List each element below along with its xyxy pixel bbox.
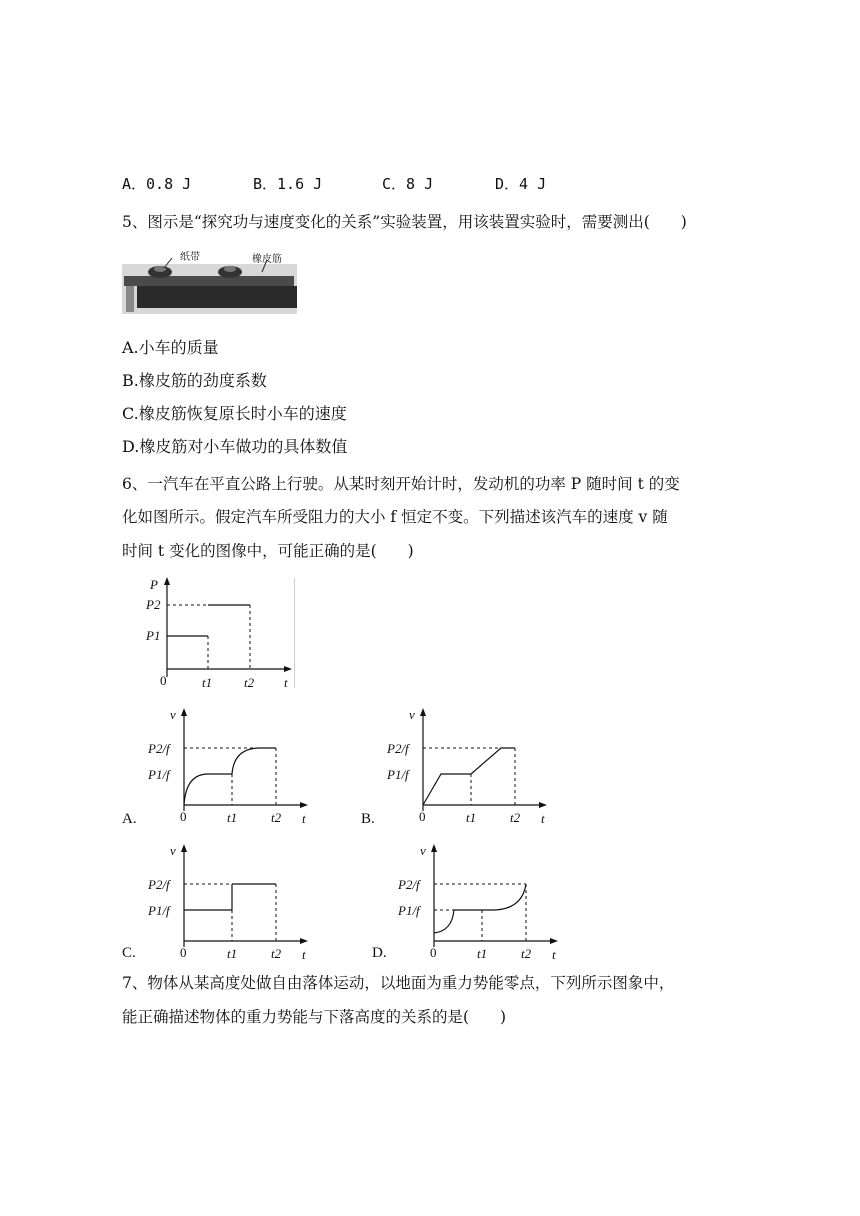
q7-stem-line-2: 能正确描述物体的重力势能与下落高度的关系的是( ) xyxy=(122,1008,507,1026)
q5-option-d: D.橡皮筋对小车做功的具体数值 xyxy=(122,437,348,456)
q5-option-a: A.小车的质量 xyxy=(122,338,219,357)
tick-p1f: P1/f xyxy=(387,767,409,782)
q4-option-d: D．4 J xyxy=(495,175,547,193)
power-x-label: t xyxy=(284,675,288,690)
q4-option-b: B．1.6 J xyxy=(253,175,323,193)
q5-stem: 5、图示是“探究功与速度变化的关系”实验装置，用该装置实验时，需要测出( ) xyxy=(122,213,687,231)
q7-stem-line-1: 7、物体从某高度处做自由落体运动，以地面为重力势能零点，下列所示图象中， xyxy=(122,974,675,992)
v-curve xyxy=(434,884,526,933)
tick-p1f: P1/f xyxy=(398,903,420,918)
t-axis-arrow xyxy=(550,938,558,944)
t-axis-arrow xyxy=(539,802,547,808)
t-axis-label: t xyxy=(302,811,306,826)
tick-t2: t2 xyxy=(521,946,532,961)
t-axis-label: t xyxy=(302,947,306,962)
option-d-graph xyxy=(396,841,576,961)
photo-label-rubber-band: 橡皮筋 xyxy=(252,254,282,265)
power-x-arrow xyxy=(284,666,292,672)
origin-label: 0 xyxy=(180,809,187,824)
power-origin: 0 xyxy=(160,673,167,688)
tick-p2f: P2/f xyxy=(148,741,170,756)
tick-t1: t1 xyxy=(477,946,488,961)
t-axis-arrow xyxy=(300,802,308,808)
q6-stem-line-3: 时间 t 变化的图像中，可能正确的是( ) xyxy=(122,542,414,560)
option-c-graph xyxy=(146,841,326,961)
q5-option-c: C.橡皮筋恢复原长时小车的速度 xyxy=(122,404,347,423)
v-axis-label: v xyxy=(170,843,176,858)
origin-label: 0 xyxy=(180,945,187,960)
tick-t1: t1 xyxy=(227,946,238,961)
q4-option-c: C．8 J xyxy=(382,175,434,193)
v-axis-arrow xyxy=(181,844,187,852)
photo-label-paper-tape: 纸带 xyxy=(180,252,200,263)
power-y-arrow xyxy=(164,577,170,585)
power-tick-p2: P2 xyxy=(146,597,161,612)
q4-option-a: A．0.8 J xyxy=(122,175,192,193)
origin-label: 0 xyxy=(430,945,437,960)
option-a-graph xyxy=(146,705,326,825)
power-tick-t2: t2 xyxy=(244,675,255,690)
q6-stem-line-1: 6、一汽车在平直公路上行驶。从某时刻开始计时，发动机的功率 P 随时间 t 的变 xyxy=(122,475,680,493)
origin-label: 0 xyxy=(419,809,426,824)
power-tick-p1: P1 xyxy=(146,628,161,643)
tick-p2f: P2/f xyxy=(387,741,409,756)
v-axis-label: v xyxy=(409,707,415,722)
tick-p2f: P2/f xyxy=(148,877,170,892)
power-y-label: P xyxy=(150,577,158,592)
tick-p2f: P2/f xyxy=(398,877,420,892)
v-axis-arrow xyxy=(420,708,426,716)
tick-t1: t1 xyxy=(466,810,477,825)
v-axis-arrow xyxy=(181,708,187,716)
v-axis-label: v xyxy=(170,707,176,722)
q5-option-b: B.橡皮筋的劲度系数 xyxy=(122,371,267,390)
option-d-label: D. xyxy=(372,945,387,961)
q6-stem-line-2: 化如图所示。假定汽车所受阻力的大小 f 恒定不变。下列描述该汽车的速度 v 随 xyxy=(122,508,668,526)
tick-t2: t2 xyxy=(271,810,282,825)
power-time-graph xyxy=(140,575,320,695)
v-curve xyxy=(184,748,276,805)
option-c-label: C. xyxy=(122,945,136,961)
v-axis-arrow xyxy=(431,844,437,852)
t-axis-arrow xyxy=(300,938,308,944)
power-tick-t1: t1 xyxy=(202,675,213,690)
tick-p1f: P1/f xyxy=(148,767,170,782)
t-axis-label: t xyxy=(541,811,545,826)
v-axis-label: v xyxy=(420,843,426,858)
v-curve xyxy=(423,748,515,805)
experiment-photo xyxy=(122,244,297,316)
option-b-label: B. xyxy=(361,811,375,827)
tick-p1f: P1/f xyxy=(148,903,170,918)
tick-t2: t2 xyxy=(271,946,282,961)
option-a-label: A. xyxy=(122,811,137,827)
power-graph-border xyxy=(294,578,295,688)
t-axis-label: t xyxy=(552,947,556,962)
tick-t2: t2 xyxy=(510,810,521,825)
tick-t1: t1 xyxy=(227,810,238,825)
option-b-graph xyxy=(385,705,565,825)
